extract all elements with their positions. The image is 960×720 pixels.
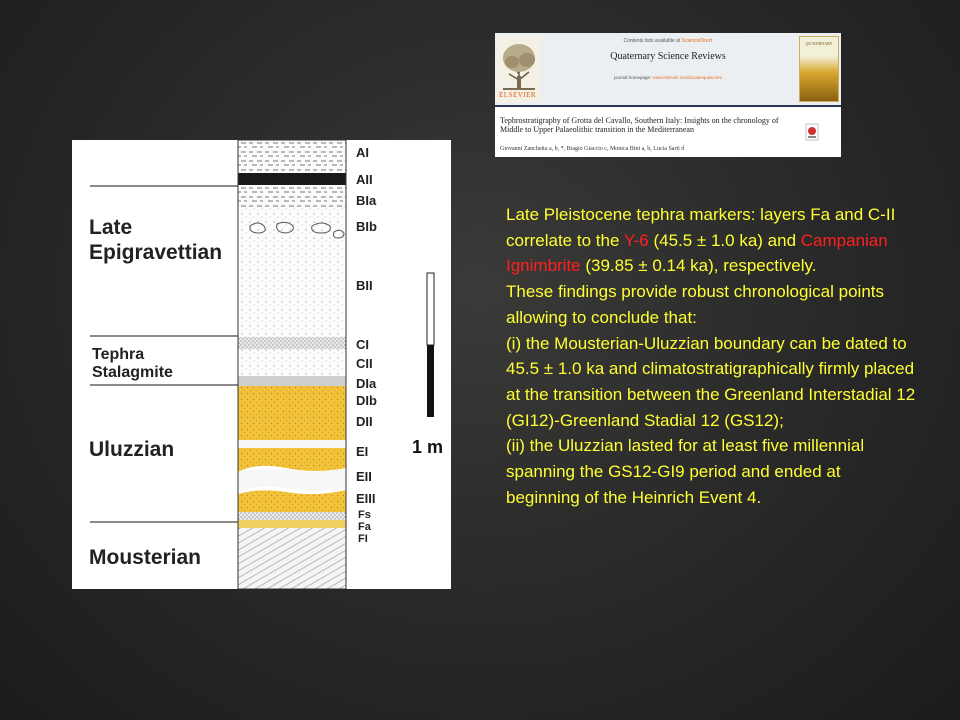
layer-label-dia: DIa xyxy=(356,376,377,391)
layer-label-ai: AI xyxy=(356,145,369,160)
scale-bar-black xyxy=(427,345,434,417)
layer-label-bib: BIb xyxy=(356,219,377,234)
p1-text-b: (45.5 ± 1.0 ka) and xyxy=(648,230,801,250)
article-header-image xyxy=(495,33,841,157)
article-title: Tephrostratigraphy of Grotta del Cavallo, Southern Italy: Insights on the chronology of Middle to Upper Palaeolithic transition in the Mediterranean xyxy=(500,116,779,134)
article-authors: Giovanni Zanchetta a, b, *, Biagio Giaccio c, Monica Bini a, b, Lucia Sarti d xyxy=(500,146,685,152)
layer-cii-fill xyxy=(238,349,346,376)
homepage-line xyxy=(495,75,841,80)
layer-label-aii: AII xyxy=(356,172,373,187)
layer-dia-fill xyxy=(238,376,346,386)
scale-bar-white xyxy=(427,273,434,345)
layer-ei-fill xyxy=(238,448,346,472)
crossmark-icon xyxy=(805,123,819,141)
sciencedirect-link[interactable]: ScienceDirect xyxy=(681,38,713,44)
layer-label-dib: DIb xyxy=(356,393,377,408)
p1-text-a: Late Pleistocene tephra markers: layers Fa and C-II correlate to the xyxy=(506,205,896,250)
publisher-name: ELSEVIER xyxy=(499,91,537,99)
homepage-link[interactable]: www.elsevier.com/locate/quascirev xyxy=(652,75,723,80)
layer-dib-dii-fill xyxy=(238,386,346,440)
unit-uluzzian-label: Uluzzian xyxy=(89,438,175,461)
paragraph-tephra-markers xyxy=(506,202,916,279)
layer-ai-fill xyxy=(238,140,346,173)
journal-banner xyxy=(495,33,841,107)
contents-prefix: Contents lists available at xyxy=(623,38,682,44)
scale-bar-label: 1 m xyxy=(412,437,444,457)
paragraph-conclusion-i: (i) the Mousterian-Uluzzian boundary can be dated to 45.5 ± 1.0 ka and climatostratigraphically firmly placed at the transition between the Greenland Interstadial 12 (GI12)-Greenland Stadial 12 (GS12); xyxy=(506,333,916,430)
stratigraphic-column-figure xyxy=(72,140,451,589)
campanian-ignimbrite-highlight: Campanian Ignimbrite xyxy=(506,230,888,276)
layer-eii-gap xyxy=(238,468,346,492)
layer-bia-fill xyxy=(238,185,346,207)
layer-ei-gap xyxy=(238,440,346,448)
homepage-prefix: journal homepage: xyxy=(613,75,653,80)
layer-label-bii: BII xyxy=(356,278,373,293)
unit-mousterian-label: Mousterian xyxy=(89,546,202,569)
layer-aii-fill xyxy=(238,173,346,185)
layer-label-eiii: EIII xyxy=(356,491,376,506)
paragraph-conclusion-ii: (ii) the Uluzzian lasted for at least five millennial spanning the GS12-GI9 period and ended at beginning of the Heinrich Event 4. xyxy=(506,436,865,507)
y6-highlight: Y-6 xyxy=(623,230,649,250)
contents-line xyxy=(495,38,841,44)
layer-ci-fill xyxy=(238,337,346,349)
layer-fs-fill xyxy=(238,512,346,520)
journal-title: Quaternary Science Reviews xyxy=(610,51,726,62)
unit-stalagmite-label: Stalagmite xyxy=(92,364,173,381)
unit-tephra-label: Tephra xyxy=(92,346,145,363)
journal-cover-image xyxy=(799,36,839,102)
layer-label-fs: Fs xyxy=(358,509,371,521)
layer-label-fa: Fa xyxy=(358,521,371,533)
layer-label-ei: EI xyxy=(356,444,369,459)
layer-label-ci: CI xyxy=(356,337,369,352)
layer-label-bia: BIa xyxy=(356,193,377,208)
layer-fa-fill xyxy=(238,520,346,528)
paragraph-findings: These findings provide robust chronological points allowing to conclude that: xyxy=(506,282,885,327)
layer-label-dii: DII xyxy=(356,414,373,429)
summary-text xyxy=(506,202,916,510)
layer-label-cii: CII xyxy=(356,356,373,371)
layer-label-fi: FI xyxy=(358,533,368,545)
layer-fi-fill xyxy=(238,528,346,589)
p1-text-c: (39.85 ± 0.14 ka), respectively. xyxy=(580,256,817,276)
layer-label-eii: EII xyxy=(356,469,372,484)
unit-epigravettian-label: Epigravettian xyxy=(89,241,223,264)
layer-eii-eiii-fill xyxy=(238,490,346,512)
unit-late-label: Late xyxy=(89,216,133,239)
cover-title: QUATERNARY xyxy=(805,41,833,46)
